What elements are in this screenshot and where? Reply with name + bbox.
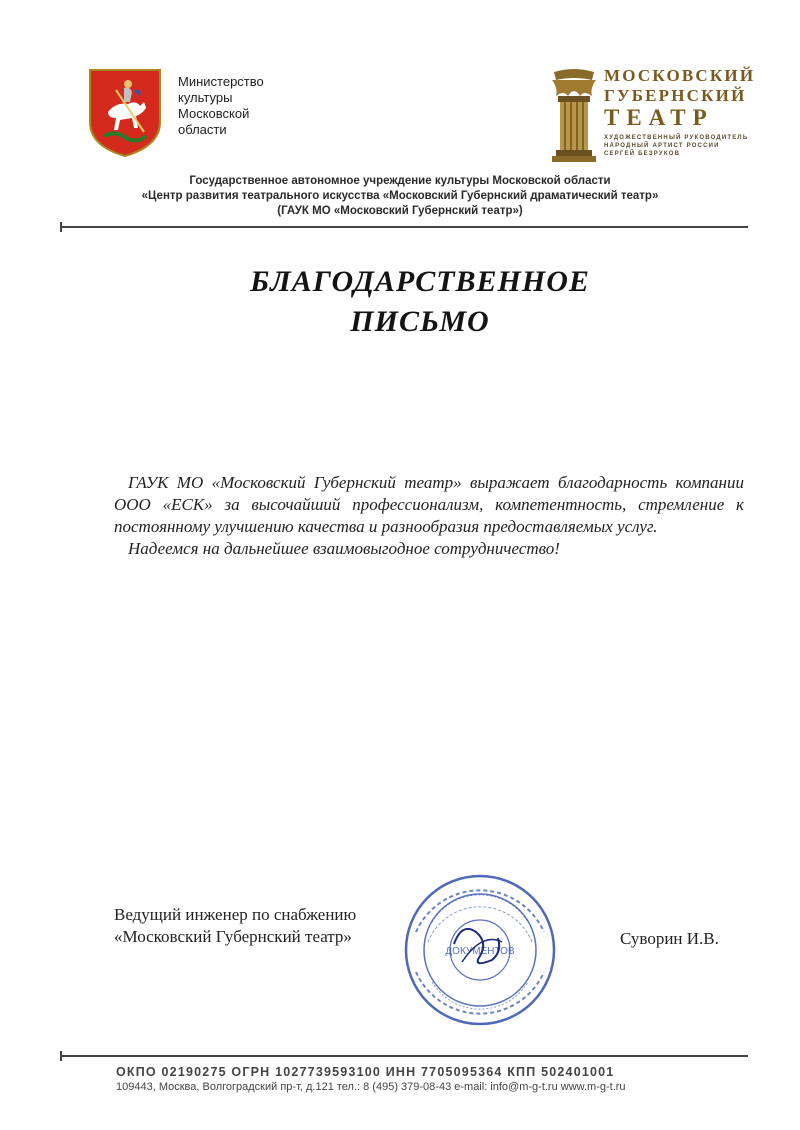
theatre-title: НАРОДНЫЙ АРТИСТ РОССИИ <box>604 143 720 149</box>
theatre-role: ХУДОЖЕСТВЕННЫЙ РУКОВОДИТЕЛЬ <box>604 135 749 141</box>
theatre-name-line: ГУБЕРНСКИЙ <box>604 86 747 105</box>
footer-registration: ОКПО 02190275 ОГРН 1027739593100 ИНН 7705095364 КПП 502401001 <box>116 1065 615 1079</box>
ministry-line: области <box>178 122 227 137</box>
theatre-person: СЕРГЕЙ БЕЗРУКОВ <box>604 151 681 157</box>
signer-position <box>114 904 356 948</box>
signer-position-line: «Московский Губернский театр» <box>114 927 352 946</box>
theatre-logo <box>548 66 756 162</box>
theatre-name-line: ТЕАТР <box>604 105 714 130</box>
svg-text:ДОКУМЕНТОВ: ДОКУМЕНТОВ <box>445 946 515 957</box>
body-paragraph: ГАУК МО «Московский Губернский театр» выражает благодарность компании ООО «ЕСК» за высочайший профессионализм, компетентность, стремление к постоянному улучшению качества и разнообразия предоставляемых услуг. <box>114 473 744 536</box>
letter-body <box>114 472 744 560</box>
signer-name: Суворин И.В. <box>620 929 719 948</box>
footer-contacts: 109443, Москва, Волгоградский пр-т, д.121 тел.: 8 (495) 379-08-43 e-mail: info@m-g-t.ru www.m-g-t.ru <box>116 1081 626 1093</box>
ministry-line: культуры <box>178 90 233 105</box>
institution-line: (ГАУК МО «Московский Губернский театр») <box>277 205 523 217</box>
body-paragraph: Надеемся на дальнейшее взаимовыгодное сотрудничество! <box>128 539 560 558</box>
footer-divider <box>60 1055 748 1057</box>
institution-line: Государственное автономное учреждение культуры Московской области <box>189 175 611 187</box>
header-divider <box>60 226 748 228</box>
ministry-name <box>178 74 264 138</box>
theatre-name-line: МОСКОВСКИЙ <box>604 66 756 85</box>
official-stamp-icon <box>402 872 558 1028</box>
institution-line: «Центр развития театрального искусства «Московский Губернский драматический театр» <box>141 190 659 202</box>
institution-name <box>60 174 740 219</box>
title-line: БЛАГОДАРСТВЕННОЕ <box>250 265 590 298</box>
ministry-line: Министерство <box>178 74 264 89</box>
coat-of-arms-icon <box>86 66 164 158</box>
letter-title <box>160 262 680 342</box>
signer-position-line: Ведущий инженер по снабжению <box>114 905 357 924</box>
ministry-line: Московской <box>178 106 250 121</box>
theatre-name <box>604 66 756 158</box>
column-icon <box>548 66 600 162</box>
title-line: ПИСЬМО <box>350 305 490 338</box>
